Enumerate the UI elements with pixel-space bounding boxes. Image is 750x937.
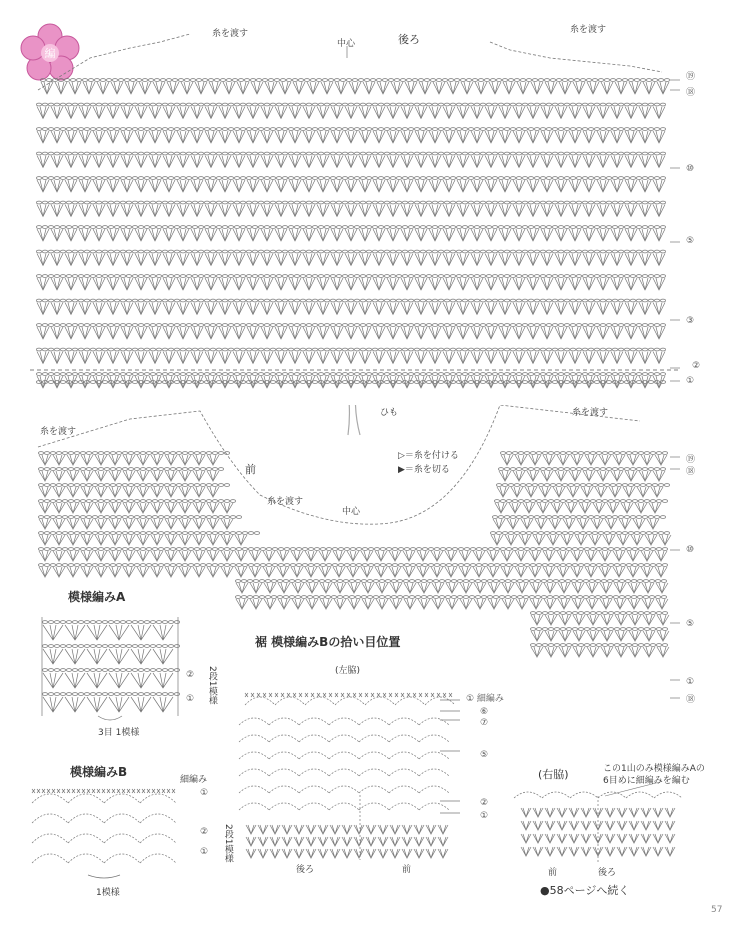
cord-ends [345, 405, 360, 435]
v-stitch-row [246, 825, 448, 834]
chain-row [42, 645, 179, 648]
chain-row [492, 516, 665, 519]
v-stitch-row [493, 519, 659, 529]
back-row-18: ⑱ [686, 88, 696, 98]
chain-row [42, 621, 179, 624]
front-join-left: 糸を渡す [40, 427, 77, 437]
chain-row [36, 275, 665, 278]
back-join-right: 糸を渡す [570, 25, 607, 35]
v-stitch-row [531, 647, 669, 657]
v-stitch-row [246, 837, 448, 846]
front-title: 前 [245, 463, 256, 476]
arch-row [239, 752, 449, 759]
arch-row [239, 803, 449, 810]
chain-row [500, 452, 667, 455]
v-stitch-row [43, 697, 173, 712]
v-stitch-row [531, 615, 669, 625]
v-stitch-row [236, 599, 668, 609]
arch-row [32, 794, 176, 803]
pattern-b-title: 模様編みB [70, 765, 128, 779]
hem-back-label: 後ろ [296, 865, 315, 875]
right-side-chart [510, 780, 690, 865]
pattern-b-top-label: 細編み [180, 775, 208, 785]
pattern-a-chart [38, 612, 183, 722]
v-stitch-row [37, 327, 665, 339]
v-stitch-row [37, 156, 665, 168]
legend-attach: ▷＝糸を付ける [398, 451, 459, 461]
chain-row [40, 79, 669, 82]
back-row-10: ⑩ [686, 164, 695, 174]
hem-row-6: ⑥ [480, 707, 489, 717]
front-row-19: ⑲ [686, 455, 696, 465]
arch-row [32, 814, 176, 823]
hem-title: 裾 模様編みBの拾い目位置 [255, 635, 401, 649]
front-row-5: ⑤ [686, 619, 695, 629]
arch-row [32, 834, 176, 843]
chain-row [42, 693, 179, 696]
v-stitch-row [39, 535, 247, 545]
v-stitch-row [37, 205, 665, 217]
chain-row [36, 299, 665, 302]
v-stitch-row [37, 352, 665, 364]
arch-row [239, 735, 449, 742]
chain-row [36, 103, 665, 106]
arch-row [239, 769, 449, 776]
chain-row [530, 612, 667, 615]
right-side-note-1: この1山のみ模様編みAの [603, 764, 705, 774]
v-stitch-row [43, 649, 173, 664]
v-stitch-row [37, 278, 665, 290]
page-number: 57 [711, 905, 723, 915]
back-crochet-chart [30, 25, 680, 390]
front-center-label: 中心 [342, 507, 361, 517]
back-row-2: ② [692, 361, 701, 371]
front-join-right: 糸を渡す [572, 408, 609, 418]
chain-row [38, 532, 259, 535]
chain-row [530, 644, 667, 647]
chain-row [36, 201, 665, 204]
v-stitch-row [37, 107, 665, 119]
v-stitch-row [39, 503, 233, 513]
pattern-b-row-1-top: ① [200, 788, 209, 798]
front-join-center: 糸を渡す [267, 497, 304, 507]
v-stitch-row [43, 673, 173, 688]
chain-row [36, 348, 665, 351]
chain-row [38, 468, 223, 471]
pattern-a-row-2: ② [186, 670, 195, 680]
hem-row-7: ⑦ [480, 718, 489, 728]
pattern-b-row-1: ① [200, 847, 209, 857]
v-stitch-row [37, 303, 665, 315]
v-stitch-row [495, 503, 661, 513]
v-stitch-row [39, 455, 219, 465]
front-row-18: ⑱ [686, 467, 696, 477]
back-row-19: ⑲ [686, 72, 696, 82]
v-stitch-row [39, 567, 667, 577]
right-side-back: 後ろ [598, 868, 617, 878]
v-stitch-row [39, 471, 219, 481]
arch-row [239, 718, 449, 725]
arch-row [245, 697, 455, 705]
pattern-a-row-1: ① [186, 694, 195, 704]
v-stitch-row [41, 82, 669, 94]
front-row-10: ⑩ [686, 545, 695, 555]
chain-row [36, 226, 665, 229]
back-row-5: ⑤ [686, 236, 695, 246]
chain-row [235, 580, 666, 583]
hem-left-side: (左脇) [335, 666, 361, 676]
chain-row [235, 596, 666, 599]
v-stitch-row [531, 631, 669, 641]
repeat-bracket [98, 716, 122, 720]
back-row-3: ③ [686, 316, 695, 326]
front-row-1: ① [686, 677, 695, 687]
pattern-a-stitch-label: 3目 1模様 [98, 728, 140, 738]
v-stitch-row [37, 131, 665, 143]
repeat-bracket [88, 875, 120, 878]
hem-row-1-sc: ① 細編み [466, 694, 504, 704]
chain-row [38, 564, 667, 567]
hem-row-2: ② [480, 798, 489, 808]
right-side-front: 前 [548, 868, 558, 878]
v-stitch-row [39, 519, 233, 529]
v-stitch-row [497, 487, 663, 497]
right-side-note-2: 6目めに細編みを編む [603, 776, 690, 786]
back-title: 後ろ [398, 33, 420, 46]
front-neck-edge [38, 405, 640, 524]
chain-row [38, 548, 667, 551]
v-stitch-row [246, 849, 448, 858]
hem-pickup-chart [235, 685, 460, 860]
chain-row [498, 468, 665, 471]
v-stitch-row [236, 583, 668, 593]
chain-row [494, 500, 667, 503]
v-stitch-row [39, 487, 219, 497]
single-crochet-row [32, 789, 175, 793]
hem-front-label: 前 [402, 865, 412, 875]
chain-row [38, 516, 241, 519]
v-stitch-row [37, 376, 665, 388]
v-stitch-row [491, 535, 671, 545]
chain-row [36, 381, 665, 384]
v-stitch-row [37, 180, 665, 192]
chain-row [36, 324, 665, 327]
back-row-1: ① [686, 376, 695, 386]
chain-row [42, 669, 179, 672]
chain-row [38, 452, 229, 455]
chain-row [36, 373, 665, 376]
continued-note: ●58ページへ続く [540, 884, 630, 897]
back-join-left: 糸を渡す [212, 29, 249, 39]
arch-row [239, 786, 449, 793]
pattern-a-title: 模様編みA [68, 590, 126, 604]
arch-row [32, 854, 176, 863]
pattern-b-repeat: 2段1模様 [222, 824, 233, 863]
pattern-b-row-2: ② [200, 827, 209, 837]
v-stitch-row [37, 229, 665, 241]
legend-cut: ▶＝糸を切る [398, 465, 450, 475]
v-stitch-row [499, 471, 665, 481]
v-stitch-row [37, 254, 665, 266]
right-side-title: (右脇) [538, 768, 569, 781]
chain-row [530, 628, 667, 631]
chain-row [36, 152, 665, 155]
cord-label: ひも [380, 408, 399, 418]
v-stitch-row [43, 625, 173, 640]
front-row-18b: ⑱ [686, 695, 696, 705]
pattern-b-chart [28, 785, 178, 880]
hem-row-1: ① [480, 811, 489, 821]
hem-row-5: ⑤ [480, 750, 489, 760]
chain-row [36, 250, 665, 253]
chain-row [490, 532, 669, 535]
v-stitch-row [501, 455, 667, 465]
pattern-b-stitch-label: 1模様 [96, 888, 120, 898]
svg-text:編: 編 [44, 47, 56, 60]
pattern-a-repeat: 2段1模様 [206, 666, 217, 705]
chain-row [36, 128, 665, 131]
chain-row [496, 484, 669, 487]
single-crochet-row [245, 693, 452, 697]
chain-row [36, 177, 665, 180]
v-stitch-row [39, 551, 667, 561]
chain-row [38, 484, 229, 487]
chain-row [38, 500, 235, 503]
back-center-label: 中心 [337, 39, 356, 49]
